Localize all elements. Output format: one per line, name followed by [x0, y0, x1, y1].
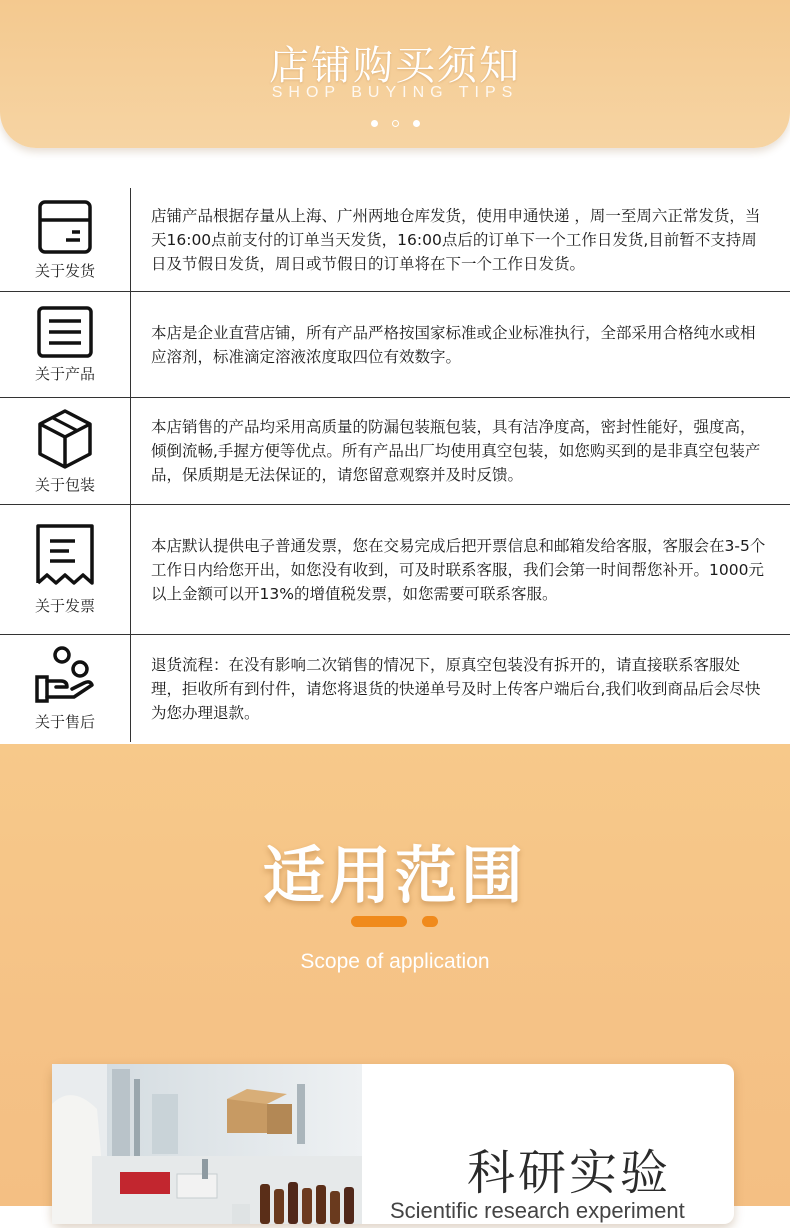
- tip-row-shipping: [0, 188, 790, 292]
- card-title: 科研实验: [467, 1145, 672, 1201]
- application-card[interactable]: [52, 1064, 734, 1224]
- tip-icon-cell: [0, 292, 131, 397]
- tip-text: 本店是企业直营店铺，所有产品严格按国家标准或企业标准执行，全部采用合格纯水或相应溶剂，标准滴定溶液浓度取四位有效数字。: [151, 323, 756, 366]
- header-banner: [0, 0, 790, 148]
- carousel-dot[interactable]: [371, 120, 378, 127]
- tip-row-invoice: [0, 505, 790, 635]
- banner-title: 店铺购买须知: [269, 43, 521, 89]
- package-cube-icon: [36, 408, 94, 470]
- carousel-dots: [0, 120, 790, 127]
- tip-icon-cell: [0, 398, 131, 504]
- scope-title: 适用范围: [262, 839, 527, 912]
- tip-row-product: [0, 292, 790, 398]
- banner-subtitle: SHOP BUYING TIPS: [271, 84, 519, 101]
- tip-row-packaging: [0, 398, 790, 505]
- buying-tips-table: [0, 188, 790, 742]
- carousel-dot[interactable]: [413, 120, 420, 127]
- scope-accent-bar: [351, 916, 407, 927]
- product-list-icon: [36, 305, 94, 359]
- scope-subtitle: Scope of application: [300, 950, 490, 973]
- shipping-box-icon: [36, 198, 94, 256]
- card-subtitle: Scientific research experiment: [390, 1198, 685, 1223]
- scope-section: [0, 744, 790, 1223]
- tip-label: 关于发票: [34, 597, 95, 615]
- after-sales-hand-icon: [34, 645, 96, 707]
- tip-text: 本店销售的产品均采用高质量的防漏包装瓶包装，具有洁净度高，密封性能好，强度高，倾倒流畅,手握方便等优点。所有产品出厂均使用真空包装，如您购买到的是非真空包装产品，保质期是无法保证的，请您留意观察并及时反馈。: [151, 418, 761, 484]
- tip-label: 关于产品: [34, 365, 95, 383]
- scope-accent-dot: [422, 916, 438, 927]
- tip-icon-cell: [0, 188, 131, 291]
- tip-text: 本店默认提供电子普通发票，您在交易完成后把开票信息和邮箱发给客服，客服会在3-5个工作日内给您开出，如您没有收到，可及时联系客服，我们会第一时间帮您补开。1000元以上金额可以开13%的增值税发票，如您需要可联系客服。: [151, 536, 766, 603]
- tip-label: 关于发货: [34, 262, 95, 280]
- carousel-dot-active[interactable]: [392, 120, 399, 127]
- tip-row-after-sales: [0, 635, 790, 742]
- tip-text: 退货流程：在没有影响二次销售的情况下，原真空包装没有拆开的，请直接联系客服处理，拒收所有到付件，请您将退货的快递单号及时上传客户端后台,我们收到商品后会尽快为您办理退款。: [151, 655, 761, 722]
- tip-icon-cell: [0, 505, 131, 634]
- lab-photo: [52, 1064, 362, 1224]
- invoice-receipt-icon: [35, 523, 95, 591]
- tip-label: 关于售后: [34, 713, 95, 731]
- tip-icon-cell: [0, 635, 131, 742]
- tip-text: 店铺产品根据存量从上海、广州两地仓库发货，使用申通快递 ，周一至周六正常发货，当天16:00点前支付的订单当天发货，16:00点后的订单下一个工作日发货,目前暂不支持周日及节假日发货，周日或节假日的订单将在下一个工作日发货。: [151, 206, 761, 273]
- tip-label: 关于包装: [34, 475, 95, 494]
- lab-scene-illustration: [52, 1064, 362, 1224]
